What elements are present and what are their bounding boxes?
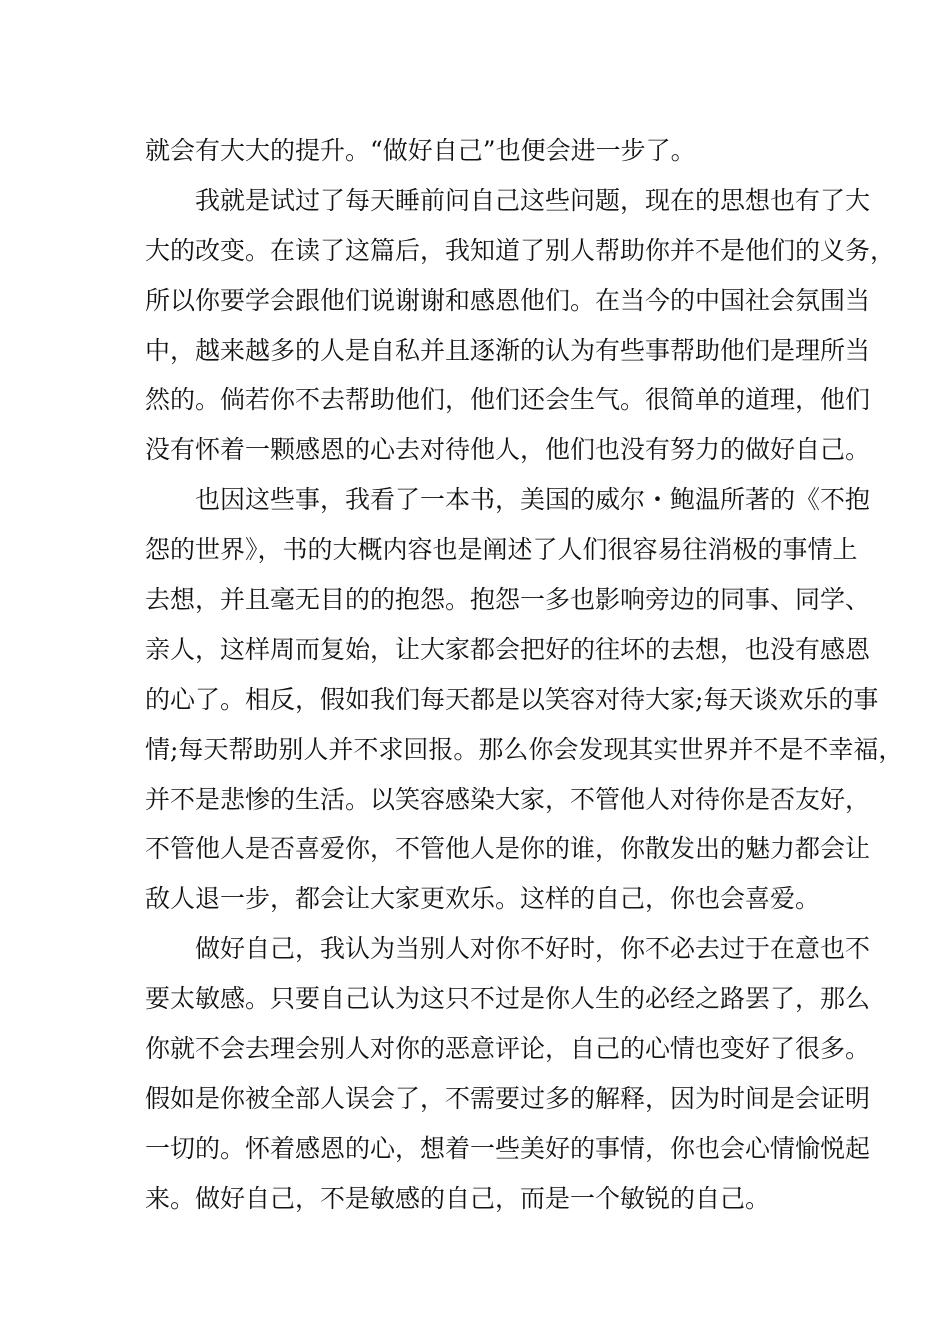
- text-line: 所以你要学会跟他们说谢谢和感恩他们。在当今的中国社会氛围当: [145, 285, 871, 315]
- text-line: 中，越来越多的人是自私并且逐渐的认为有些事帮助他们是理所当: [145, 335, 871, 365]
- text-line: 情;每天帮助别人并不求回报。那么你会发现其实世界并不是不幸福，: [145, 734, 904, 764]
- text-line: 就会有大大的提升。“做好自己”也便会进一步了。: [145, 136, 696, 165]
- text-line: 怨的世界》，书的大概内容也是阐述了人们很容易往消极的事情上: [145, 535, 858, 565]
- text-line: 亲人，这样周而复始，让大家都会把好的往坏的去想，也没有感恩: [145, 634, 871, 664]
- text-line: 一切的。怀着感恩的心，想着一些美好的事情，你也会心情愉悦起: [145, 1133, 871, 1163]
- text-line: 要太敏感。只要自己认为这只不过是你人生的必经之路罢了，那么: [145, 984, 871, 1014]
- text-line: 你就不会去理会别人对你的恶意评论，自己的心情也变好了很多。: [145, 1034, 871, 1064]
- text-line: 去想，并且毫无目的的抱怨。抱怨一多也影响旁边的同事、同学、: [145, 585, 871, 615]
- text-line: 并不是悲惨的生活。以笑容感染大家，不管他人对待你是否友好，: [145, 784, 871, 814]
- text-line: 没有怀着一颗感恩的心去对待他人，他们也没有努力的做好自己。: [145, 435, 871, 465]
- text-line: 然的。倘若你不去帮助他们，他们还会生气。很简单的道理，他们: [145, 385, 871, 415]
- text-line: 假如是你被全部人误会了，不需要过多的解释，因为时间是会证明: [145, 1083, 871, 1113]
- text-line: 来。做好自己，不是敏感的自己，而是一个敏锐的自己。: [145, 1183, 771, 1213]
- text-line: 敌人退一步，都会让大家更欢乐。这样的自己，你也会喜爱。: [145, 884, 821, 914]
- text-line: 不管他人是否喜爱你，不管他人是你的谁，你散发出的魅力都会让: [145, 834, 871, 864]
- text-line: 大的改变。在读了这篇后，我知道了别人帮助你并不是他们的义务，: [145, 235, 896, 265]
- text-line: 做好自己，我认为当别人对你不好时，你不必去过于在意也不: [145, 934, 871, 964]
- text-line: 的心了。相反，假如我们每天都是以笑容对待大家;每天谈欢乐的事: [145, 684, 879, 714]
- body-text: [145, 126, 904, 1224]
- text-line: 我就是试过了每天睡前问自己这些问题，现在的思想也有了大: [145, 185, 871, 215]
- text-line: 也因这些事，我看了一本书，美国的威尔・鲍温所著的《不抱: [145, 485, 871, 515]
